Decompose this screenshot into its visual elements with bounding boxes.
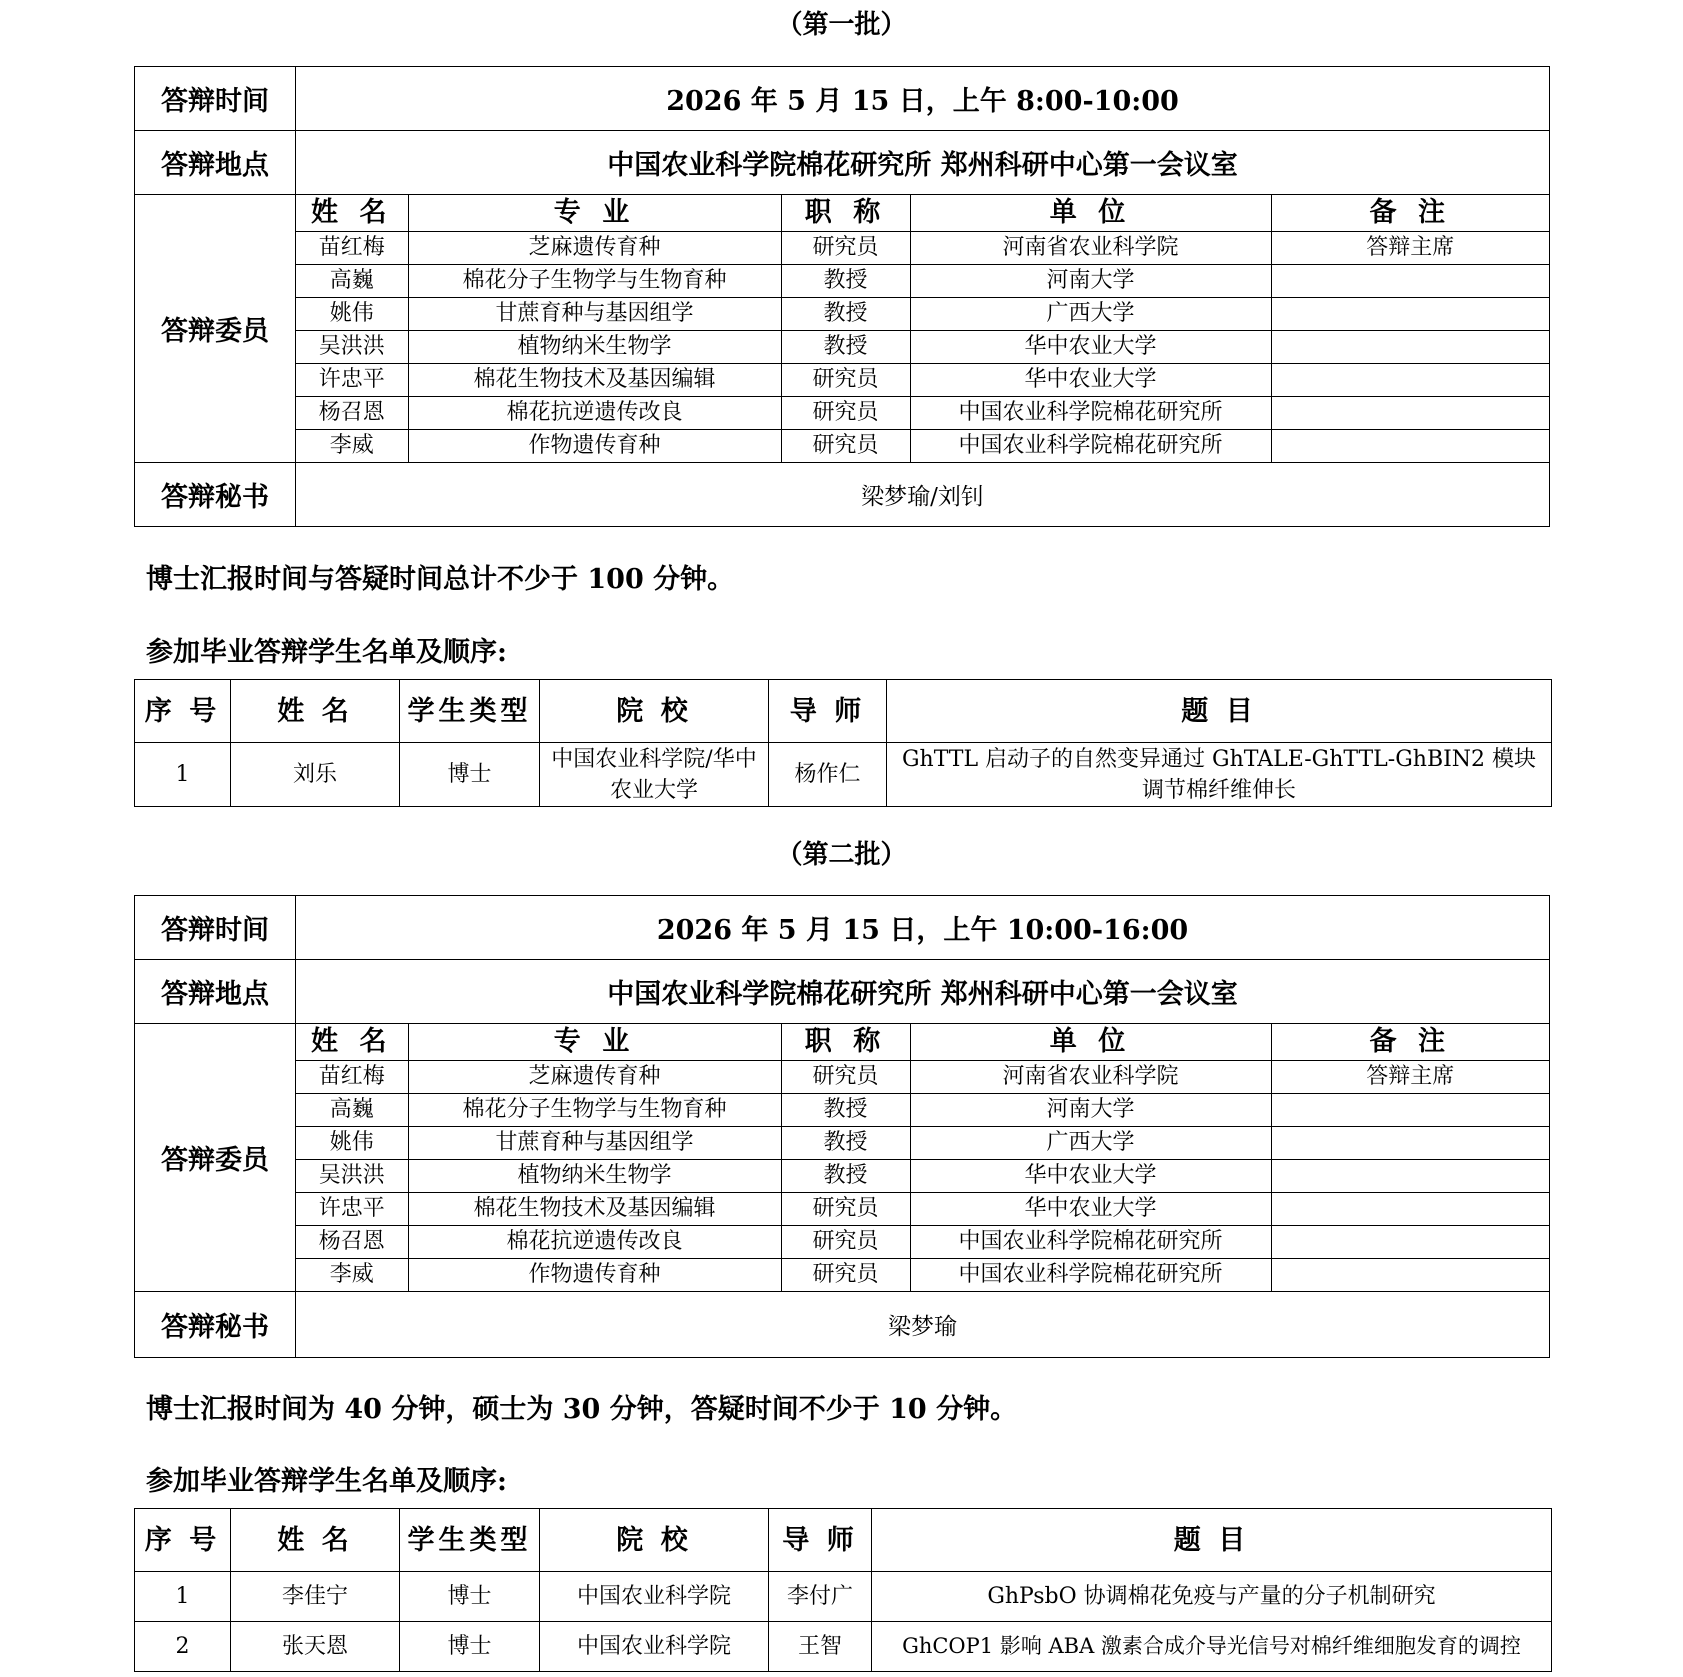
header-unit: 单 位 — [910, 1024, 1271, 1061]
member-remark: 答辩主席 — [1271, 1061, 1549, 1094]
time-value: 2026 年 5 月 15 日，上午 8:00-10:00 — [296, 67, 1550, 131]
batch-1-title: （第一批） — [776, 10, 907, 40]
member-remark — [1271, 397, 1549, 430]
member-name: 许忠平 — [296, 1193, 408, 1226]
header-school: 院 校 — [540, 1509, 769, 1572]
member-row — [296, 397, 1549, 430]
header-title: 职 称 — [781, 195, 910, 232]
batch-2-title: （第二批） — [776, 840, 907, 870]
student-topic: GhCOP1 影响 ABA 激素合成介导光信号对棉纤维细胞发育的调控 — [872, 1622, 1552, 1672]
batch-2-list-title: 参加毕业答辩学生名单及顺序: — [146, 1466, 507, 1497]
member-name: 李威 — [296, 1259, 408, 1292]
member-name: 吴洪洪 — [296, 1160, 408, 1193]
member-title: 教授 — [781, 1127, 910, 1160]
member-major: 芝麻遗传育种 — [408, 232, 781, 265]
member-unit: 华中农业大学 — [910, 364, 1271, 397]
member-major: 作物遗传育种 — [408, 430, 781, 463]
member-remark — [1271, 1160, 1549, 1193]
header-topic: 题 目 — [887, 680, 1552, 743]
student-header-row — [135, 680, 1552, 743]
member-major: 植物纳米生物学 — [408, 1160, 781, 1193]
header-topic: 题 目 — [872, 1509, 1552, 1572]
place-label: 答辩地点 — [135, 960, 296, 1024]
student-name: 李佳宁 — [231, 1572, 400, 1622]
student-row — [135, 1622, 1552, 1672]
member-remark — [1271, 1259, 1549, 1292]
student-name: 刘乐 — [231, 743, 400, 807]
student-seq: 1 — [135, 743, 231, 807]
member-row — [296, 1094, 1549, 1127]
student-header-row — [135, 1509, 1552, 1572]
header-type: 学生类型 — [400, 1509, 540, 1572]
student-school: 中国农业科学院/华中农业大学 — [540, 743, 769, 807]
member-unit: 华中农业大学 — [910, 1160, 1271, 1193]
member-title: 教授 — [781, 265, 910, 298]
student-seq: 1 — [135, 1572, 231, 1622]
committee-table — [296, 1024, 1549, 1291]
time-value: 2026 年 5 月 15 日，上午 10:00-16:00 — [296, 896, 1550, 960]
member-name: 吴洪洪 — [296, 331, 408, 364]
member-unit: 河南省农业科学院 — [910, 232, 1271, 265]
member-unit: 河南大学 — [910, 265, 1271, 298]
member-title: 研究员 — [781, 232, 910, 265]
batch-1-time-note: 博士汇报时间与答疑时间总计不少于 100 分钟。 — [146, 564, 735, 595]
member-row — [296, 364, 1549, 397]
header-advisor: 导 师 — [769, 1509, 872, 1572]
member-title: 研究员 — [781, 1193, 910, 1226]
student-row — [135, 743, 1552, 807]
member-remark — [1271, 1127, 1549, 1160]
member-title: 教授 — [781, 331, 910, 364]
member-name: 许忠平 — [296, 364, 408, 397]
time-label: 答辩时间 — [135, 67, 296, 131]
member-major: 甘蔗育种与基因组学 — [408, 298, 781, 331]
member-major: 棉花生物技术及基因编辑 — [408, 1193, 781, 1226]
member-name: 苗红梅 — [296, 1061, 408, 1094]
member-unit: 广西大学 — [910, 298, 1271, 331]
member-row — [296, 265, 1549, 298]
member-row — [296, 1160, 1549, 1193]
secretary-label: 答辩秘书 — [135, 463, 296, 527]
member-name: 苗红梅 — [296, 232, 408, 265]
member-title: 教授 — [781, 1094, 910, 1127]
member-unit: 广西大学 — [910, 1127, 1271, 1160]
header-remark: 备 注 — [1271, 1024, 1549, 1061]
student-type: 博士 — [400, 743, 540, 807]
member-remark — [1271, 1193, 1549, 1226]
member-major: 棉花分子生物学与生物育种 — [408, 265, 781, 298]
member-remark — [1271, 1094, 1549, 1127]
member-title: 研究员 — [781, 1226, 910, 1259]
member-title: 研究员 — [781, 364, 910, 397]
header-school: 院 校 — [540, 680, 769, 743]
place-value: 中国农业科学院棉花研究所 郑州科研中心第一会议室 — [296, 960, 1550, 1024]
time-label: 答辩时间 — [135, 896, 296, 960]
header-name: 姓 名 — [231, 680, 400, 743]
member-row — [296, 1226, 1549, 1259]
member-name: 姚伟 — [296, 1127, 408, 1160]
member-unit: 华中农业大学 — [910, 331, 1271, 364]
member-title: 教授 — [781, 298, 910, 331]
committee-members — [296, 195, 1550, 463]
member-remark — [1271, 1226, 1549, 1259]
secretary-label: 答辩秘书 — [135, 1292, 296, 1358]
member-row — [296, 1259, 1549, 1292]
secretary-value: 梁梦瑜/刘钊 — [296, 463, 1550, 527]
committee-header-row — [296, 195, 1549, 232]
member-row — [296, 298, 1549, 331]
member-remark — [1271, 298, 1549, 331]
member-major: 植物纳米生物学 — [408, 331, 781, 364]
member-unit: 中国农业科学院棉花研究所 — [910, 397, 1271, 430]
member-name: 姚伟 — [296, 298, 408, 331]
header-unit: 单 位 — [910, 195, 1271, 232]
header-major: 专 业 — [408, 195, 781, 232]
student-school: 中国农业科学院 — [540, 1572, 769, 1622]
member-major: 甘蔗育种与基因组学 — [408, 1127, 781, 1160]
student-topic: GhPsbO 协调棉花免疫与产量的分子机制研究 — [872, 1572, 1552, 1622]
member-name: 杨召恩 — [296, 1226, 408, 1259]
batch-2-time-note: 博士汇报时间为 40 分钟，硕士为 30 分钟，答疑时间不少于 10 分钟。 — [146, 1394, 1018, 1425]
student-row — [135, 1572, 1552, 1622]
member-remark: 答辩主席 — [1271, 232, 1549, 265]
batch-1-student-table — [134, 679, 1552, 807]
header-major: 专 业 — [408, 1024, 781, 1061]
place-label: 答辩地点 — [135, 131, 296, 195]
place-value: 中国农业科学院棉花研究所 郑州科研中心第一会议室 — [296, 131, 1550, 195]
batch-1-info-table — [134, 66, 1550, 527]
header-advisor: 导 师 — [769, 680, 887, 743]
member-remark — [1271, 364, 1549, 397]
member-row — [296, 1127, 1549, 1160]
member-row — [296, 1061, 1549, 1094]
member-major: 作物遗传育种 — [408, 1259, 781, 1292]
header-name: 姓 名 — [231, 1509, 400, 1572]
member-name: 杨召恩 — [296, 397, 408, 430]
member-unit: 河南省农业科学院 — [910, 1061, 1271, 1094]
member-title: 研究员 — [781, 397, 910, 430]
header-type: 学生类型 — [400, 680, 540, 743]
committee-header-row — [296, 1024, 1549, 1061]
member-row — [296, 331, 1549, 364]
member-unit: 中国农业科学院棉花研究所 — [910, 1259, 1271, 1292]
member-title: 研究员 — [781, 1259, 910, 1292]
member-unit: 河南大学 — [910, 1094, 1271, 1127]
member-unit: 中国农业科学院棉花研究所 — [910, 430, 1271, 463]
secretary-value: 梁梦瑜 — [296, 1292, 1550, 1358]
header-remark: 备 注 — [1271, 195, 1549, 232]
student-topic: GhTTL 启动子的自然变异通过 GhTALE-GhTTL-GhBIN2 模块调节棉纤维伸长 — [887, 743, 1552, 807]
committee-label: 答辩委员 — [135, 195, 296, 463]
member-title: 研究员 — [781, 430, 910, 463]
member-row — [296, 1193, 1549, 1226]
batch-2-student-table — [134, 1508, 1552, 1672]
member-name: 高巍 — [296, 1094, 408, 1127]
member-major: 棉花抗逆遗传改良 — [408, 397, 781, 430]
member-row — [296, 232, 1549, 265]
header-title: 职 称 — [781, 1024, 910, 1061]
batch-1-list-title: 参加毕业答辩学生名单及顺序: — [146, 637, 507, 668]
student-type: 博士 — [400, 1622, 540, 1672]
member-name: 李威 — [296, 430, 408, 463]
member-unit: 华中农业大学 — [910, 1193, 1271, 1226]
member-remark — [1271, 430, 1549, 463]
member-row — [296, 430, 1549, 463]
member-title: 教授 — [781, 1160, 910, 1193]
committee-label: 答辩委员 — [135, 1024, 296, 1292]
student-school: 中国农业科学院 — [540, 1622, 769, 1672]
student-name: 张天恩 — [231, 1622, 400, 1672]
student-advisor: 李付广 — [769, 1572, 872, 1622]
student-seq: 2 — [135, 1622, 231, 1672]
member-remark — [1271, 265, 1549, 298]
member-major: 棉花生物技术及基因编辑 — [408, 364, 781, 397]
member-major: 芝麻遗传育种 — [408, 1061, 781, 1094]
member-title: 研究员 — [781, 1061, 910, 1094]
committee-members — [296, 1024, 1550, 1292]
header-name: 姓 名 — [296, 195, 408, 232]
student-type: 博士 — [400, 1572, 540, 1622]
header-seq: 序 号 — [135, 680, 231, 743]
student-advisor: 王智 — [769, 1622, 872, 1672]
member-remark — [1271, 331, 1549, 364]
member-name: 高巍 — [296, 265, 408, 298]
member-major: 棉花抗逆遗传改良 — [408, 1226, 781, 1259]
committee-table — [296, 195, 1549, 462]
header-name: 姓 名 — [296, 1024, 408, 1061]
member-unit: 中国农业科学院棉花研究所 — [910, 1226, 1271, 1259]
batch-2-info-table — [134, 895, 1550, 1358]
header-seq: 序 号 — [135, 1509, 231, 1572]
student-advisor: 杨作仁 — [769, 743, 887, 807]
member-major: 棉花分子生物学与生物育种 — [408, 1094, 781, 1127]
